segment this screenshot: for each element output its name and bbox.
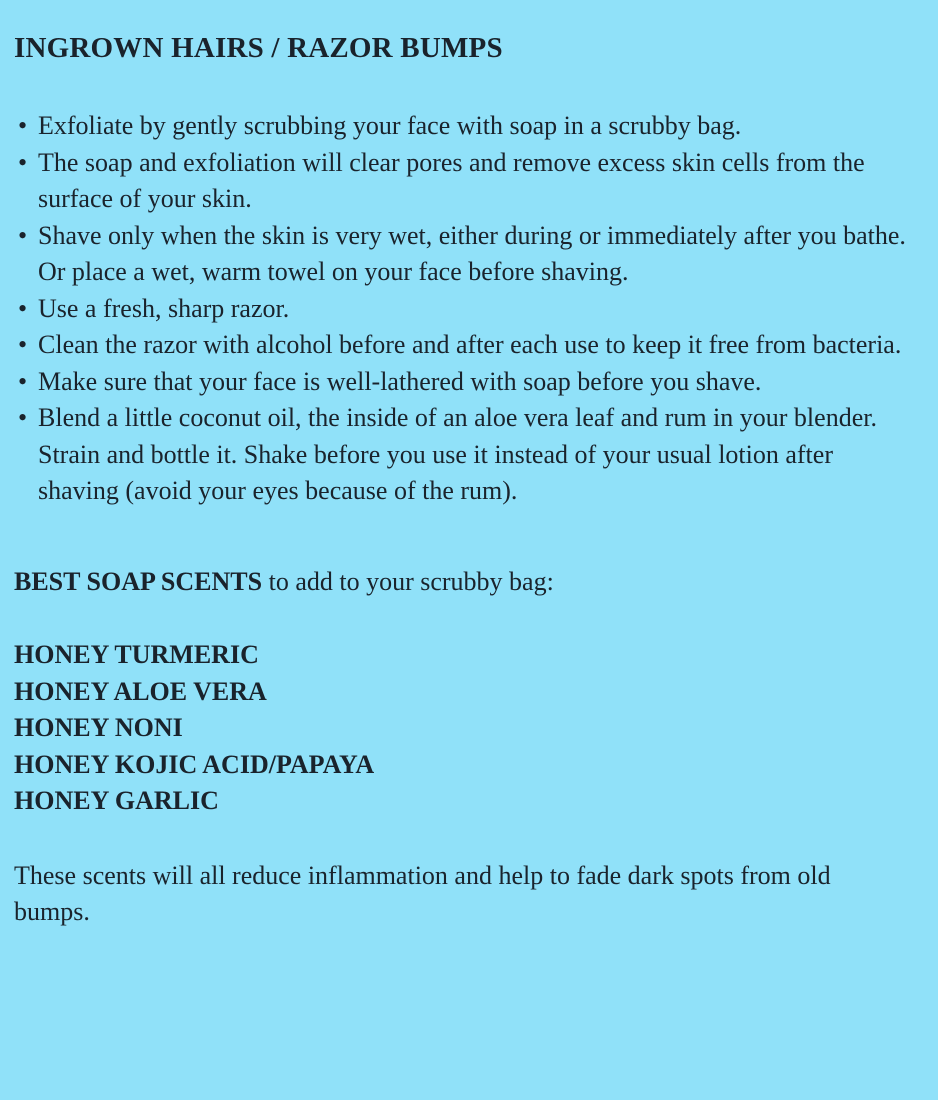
scent-list	[14, 637, 906, 820]
page-title: INGROWN HAIRS / RAZOR BUMPS	[14, 32, 503, 64]
closing-paragraph: These scents will all reduce inflammation and help to fade dark spots from old bumps.	[14, 860, 831, 926]
bullet-icon: •	[18, 220, 28, 250]
scent-item: HONEY TURMERIC	[14, 640, 259, 669]
bullet-icon: •	[18, 293, 28, 323]
bullet-icon: •	[18, 147, 28, 177]
list-item	[14, 400, 906, 510]
scents-heading-bold: BEST SOAP SCENTS	[14, 566, 263, 596]
list-item	[14, 218, 906, 291]
tips-list	[14, 108, 906, 510]
scents-heading-rest: to add to your scrubby bag:	[262, 566, 554, 596]
tip-text: Use a fresh, sharp razor.	[38, 293, 290, 323]
tip-text: Blend a little coconut oil, the inside of an aloe vera leaf and rum in your blender. Strain and bottle it. Shake before you use it instead of your usual lotion after shaving (avoid your eyes because of the rum).	[38, 403, 877, 505]
list-item	[14, 327, 906, 364]
list-item	[14, 145, 906, 218]
list-item	[14, 108, 906, 145]
tip-text: The soap and exfoliation will clear pores and remove excess skin cells from the surface of your skin.	[38, 147, 865, 213]
bullet-icon: •	[18, 330, 28, 359]
scent-item: HONEY ALOE VERA	[14, 676, 267, 706]
tip-text: Clean the razor with alcohol before and after each use to keep it free from bacteria.	[38, 330, 902, 359]
bullet-icon: •	[18, 366, 28, 396]
scent-item: HONEY NONI	[14, 713, 183, 742]
bullet-icon: •	[18, 403, 28, 432]
list-item	[14, 364, 906, 401]
scent-item: HONEY GARLIC	[14, 786, 219, 815]
tip-text: Shave only when the skin is very wet, either during or immediately after you bathe. Or place a wet, warm towel on your face before shaving.	[38, 220, 906, 286]
tip-text: Make sure that your face is well-lathered with soap before you shave.	[38, 366, 762, 396]
tip-text: Exfoliate by gently scrubbing your face with soap in a scrubby bag.	[38, 111, 742, 140]
list-item	[14, 291, 906, 328]
scent-item: HONEY KOJIC ACID/PAPAYA	[14, 749, 375, 779]
scents-heading	[14, 564, 906, 601]
bullet-icon: •	[18, 111, 28, 140]
